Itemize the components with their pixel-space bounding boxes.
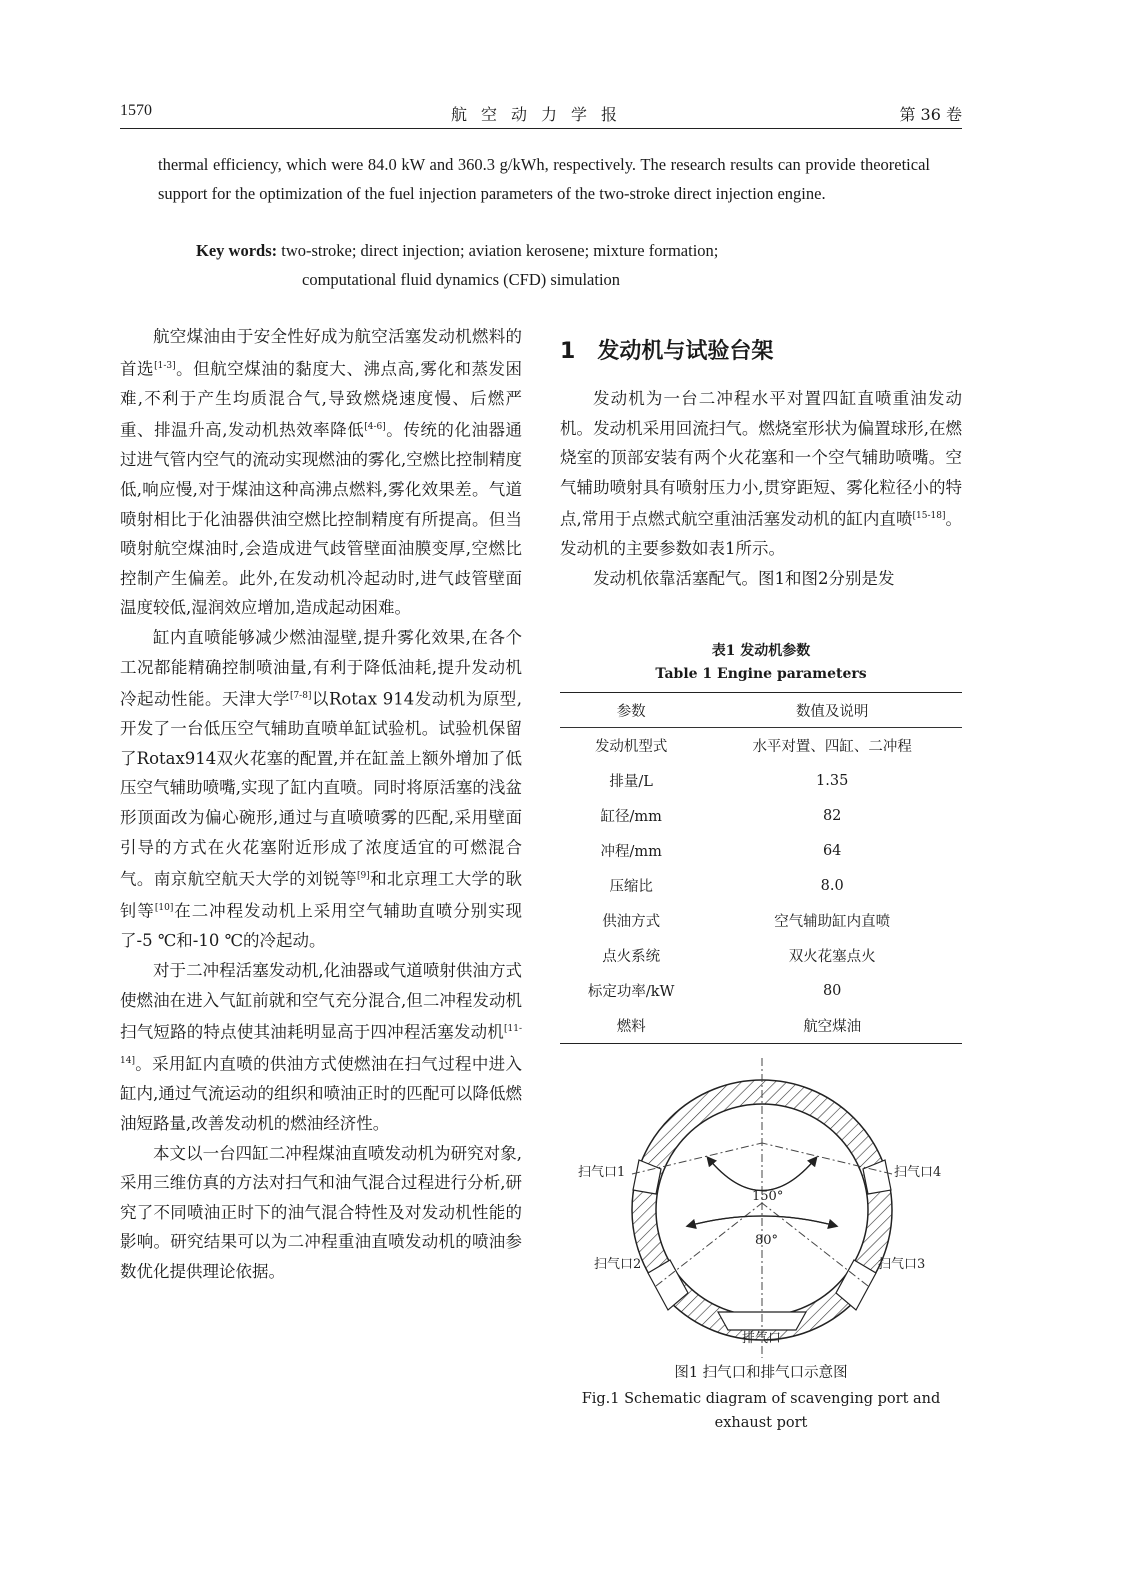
table-caption-cn: 表1 发动机参数 bbox=[711, 643, 811, 659]
keywords-line2: computational fluid dynamics (CFD) simulation bbox=[302, 270, 621, 289]
label-angle-80: 80° bbox=[755, 1233, 779, 1248]
param-name-cell: 供油方式 bbox=[602, 914, 661, 930]
table-header-row bbox=[560, 693, 962, 728]
table-row bbox=[560, 868, 962, 903]
param-value-cell: 8.0 bbox=[820, 877, 844, 894]
figure-caption-en-2: exhaust port bbox=[714, 1415, 808, 1431]
table-row bbox=[560, 763, 962, 798]
table-caption-en: Table 1 Engine parameters bbox=[655, 666, 867, 682]
label-angle-150: 150° bbox=[752, 1189, 784, 1204]
body-paragraph: 对于二冲程活塞发动机,化油器或气道喷射供油方式使燃油在进入气缸前就和空气充分混合,但二冲程发动机扫气短路的特点使其油耗明显高于四冲程活塞发动机[11-14]。采用缸内直喷的供油方式使燃油在扫气过程中进入缸内,通过气流运动的组织和喷油正时的匹配可以降低燃油短路量,改善发动机的燃油经济性。 bbox=[120, 960, 522, 1133]
body-paragraph: 发动机为一台二冲程水平对置四缸直喷重油发动机。发动机采用回流扫气。燃烧室形状为偏置球形,在燃烧室的顶部安装有两个火花塞和一个空气辅助喷嘴。空气辅助喷射具有喷射压力小,贯穿距短、雾化粒径小的特点,常用于点燃式航空重油活塞发动机的缸内直喷[15-18]。发动机的主要参数如表1所示。 bbox=[560, 389, 963, 559]
journal-title: 航空动力学报 bbox=[450, 105, 631, 124]
param-value-cell: 水平对置、四缸、二冲程 bbox=[752, 739, 912, 755]
figure-caption-en-1: Fig.1 Schematic diagram of scavenging port and bbox=[581, 1391, 941, 1407]
abstract-tail: thermal efficiency, which were 84.0 kW and 360.3 g/kWh, respectively. The research results can provide theoretical support for the optimization of the fuel injection parameters of the two-stroke direct injection engine. bbox=[158, 155, 930, 203]
engine-parameters-table bbox=[560, 692, 962, 1044]
scavenging-port-diagram bbox=[560, 1048, 962, 1358]
param-name-cell: 发动机型式 bbox=[594, 739, 668, 755]
table-row bbox=[560, 833, 962, 868]
param-value-cell: 82 bbox=[822, 807, 842, 824]
table-row bbox=[560, 903, 962, 938]
body-paragraph: 缸内直喷能够减少燃油湿壁,提升雾化效果,在各个工况都能精确控制喷油量,有利于降低油耗,提升发动机冷起动性能。天津大学[7-8]以Rotax 914发动机为原型,开发了一台低压空气辅助直喷单缸试验机。试验机保留了Rotax914双火花塞的配置,并在缸盖上额外增加了低压空气辅助喷嘴,实现了缸内直喷。同时将原活塞的浅盆形顶面改为偏心碗形,通过与直喷喷雾的匹配,采用壁面引导的方式在火花塞附近形成了浓度适宜的可燃混合气。南京航空航天大学的刘锐等[9]和北京理工大学的耿钊等[10]在二冲程发动机上采用空气辅助直喷分别实现了-5 ℃和-10 ℃的冷起动。 bbox=[120, 627, 523, 951]
keywords-label: Key words bbox=[196, 241, 272, 260]
table-row bbox=[560, 798, 962, 833]
param-name-cell: 标定功率/kW bbox=[587, 984, 675, 1000]
table-header-param: 参数 bbox=[560, 693, 702, 728]
table-row bbox=[560, 973, 962, 1008]
running-header bbox=[120, 98, 962, 129]
volume-label: 第 36 卷 bbox=[899, 105, 962, 124]
body-paragraph: 发动机依靠活塞配气。图1和图2分别是发 bbox=[593, 569, 895, 589]
section-heading bbox=[560, 334, 773, 365]
table-row bbox=[560, 1008, 962, 1044]
figure-caption-cn: 图1 扫气口和排气口示意图 bbox=[674, 1365, 848, 1381]
param-name-cell: 燃料 bbox=[616, 1019, 646, 1035]
table-row bbox=[560, 728, 962, 764]
page-number: 1570 bbox=[120, 102, 152, 119]
param-value-cell: 双火花塞点火 bbox=[788, 949, 876, 965]
param-value-cell: 空气辅助缸内直喷 bbox=[774, 914, 891, 930]
label-port3: 扫气口3 bbox=[878, 1257, 926, 1272]
label-port2: 扫气口2 bbox=[594, 1257, 642, 1272]
param-name-cell: 排量/L bbox=[609, 774, 653, 790]
section-number: 1 bbox=[560, 339, 576, 364]
param-value-cell: 1.35 bbox=[816, 772, 849, 789]
label-port4: 扫气口4 bbox=[894, 1165, 942, 1180]
left-column bbox=[120, 322, 522, 1287]
body-paragraph: 航空煤油由于安全性好成为航空活塞发动机燃料的首选[1-3]。但航空煤油的黏度大、沸点高,雾化和蒸发困难,不利于产生均质混合气,导致燃烧速度慢、后燃严重、排温升高,发动机热效率降低[4-6]。传统的化油器通过进气管内空气的流动实现燃油的雾化,空燃比控制精度低,响应慢,对于煤油这种高沸点燃料,雾化效果差。气道喷射相比于化油器供油空燃比控制精度有所提高。但当喷射航空煤油时,会造成进气歧管壁面油膜变厚,空燃比控制产生偏差。此外,在发动机冷起动时,进气歧管壁面温度较低,湿润效应增加,造成起动困难。 bbox=[120, 327, 523, 618]
label-exhaust: 排气口 bbox=[742, 1331, 782, 1346]
table-row bbox=[560, 938, 962, 973]
keywords-line1: two-stroke; direct injection; aviation kerosene; mixture formation; bbox=[281, 241, 719, 260]
label-port1: 扫气口1 bbox=[578, 1165, 626, 1180]
keywords: Key words: two-stroke; direct injection; aviation kerosene; mixture formation; computational fluid dynamics (CFD) simulation bbox=[196, 236, 936, 294]
section-title: 发动机与试验台架 bbox=[597, 339, 774, 364]
param-name-cell: 缸径/mm bbox=[600, 809, 662, 825]
param-value-cell: 64 bbox=[822, 842, 842, 859]
param-name-cell: 点火系统 bbox=[602, 949, 661, 965]
body-paragraph: 本文以一台四缸二冲程煤油直喷发动机为研究对象,采用三维仿真的方法对扫气和油气混合过程进行分析,研究了不同喷油正时下的油气混合特性及对发动机性能的影响。研究结果可以为二冲程重油直喷发动机的喷油参数优化提供理论依据。 bbox=[120, 1143, 522, 1281]
param-name-cell: 压缩比 bbox=[609, 879, 653, 895]
right-column bbox=[560, 384, 962, 594]
table-header-value: 数值及说明 bbox=[702, 693, 962, 728]
param-value-cell: 航空煤油 bbox=[803, 1019, 862, 1035]
param-name-cell: 冲程/mm bbox=[600, 844, 662, 860]
param-value-cell: 80 bbox=[822, 982, 842, 999]
